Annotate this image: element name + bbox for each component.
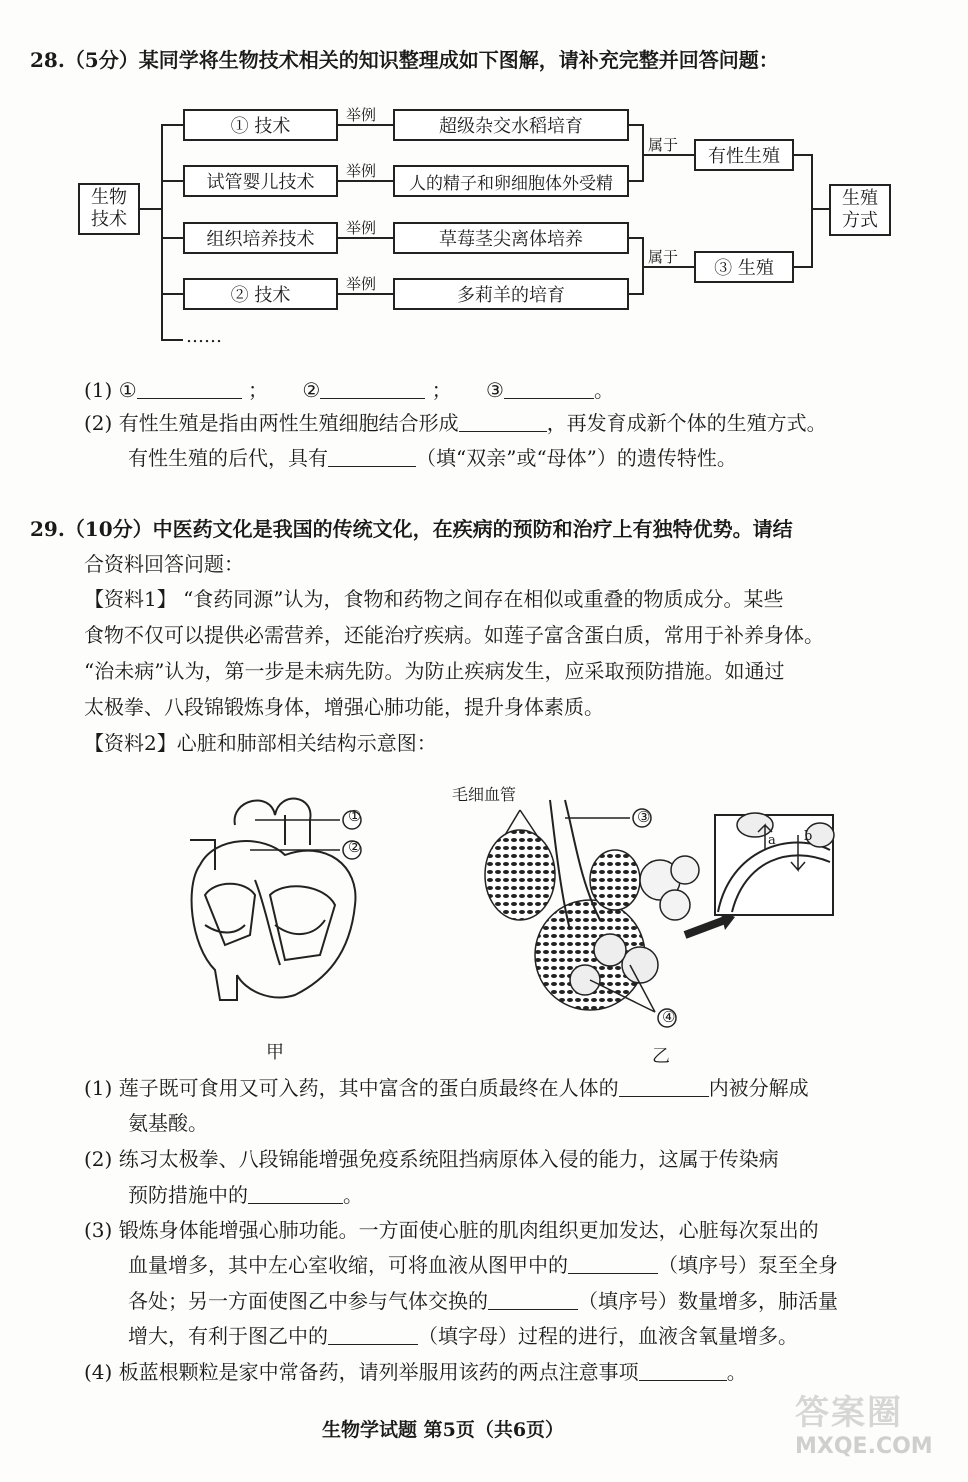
heart-label-1: ① xyxy=(348,807,362,825)
q28-p2a-text: (2) 有性生殖是指由两性生殖细胞结合形成 xyxy=(84,411,459,435)
q29-blank-4[interactable] xyxy=(488,1287,578,1310)
caption-heart: 甲 xyxy=(266,1042,284,1063)
watermark-logo xyxy=(795,1385,955,1475)
page-footer: 生物学试题 第5页（共6页） xyxy=(322,1419,565,1441)
example-box-4: 多莉羊的培育 xyxy=(393,278,629,310)
example-box-1: 超级杂交水稻培育 xyxy=(393,109,629,141)
belong-label-2: 属于 xyxy=(648,248,679,266)
alveoli-diagram xyxy=(470,780,850,1030)
tech-box-1: ① 技术 xyxy=(183,109,338,141)
q28-p1-label-2: ② xyxy=(302,378,321,402)
q28-part2a xyxy=(84,408,827,438)
q28-p1-end: 。 xyxy=(593,378,614,402)
q29-blank-5[interactable] xyxy=(328,1322,418,1345)
q29-a2-line2 xyxy=(128,1180,363,1210)
q28-blank-3[interactable] xyxy=(504,376,594,399)
q29-a4-end: 。 xyxy=(726,1360,747,1384)
example-label-1: 举例 xyxy=(346,106,377,124)
q29-a3-tail-2: （填序号）数量增多，肺活量 xyxy=(578,1289,838,1313)
diagram-ellipsis: …… xyxy=(186,326,222,347)
q29-a3-line4 xyxy=(128,1321,798,1351)
q28-p2a-tail: ，再发育成新个体的生殖方式。 xyxy=(546,411,827,435)
q29-a3-text-3: 增大，有利于图乙中的 xyxy=(128,1324,328,1348)
q29-material1-3: “治未病”认为，第一步是未病先防。为防止疾病发生，应采取预防措施。如通过 xyxy=(84,659,785,683)
caption-lung: 乙 xyxy=(652,1046,670,1067)
heart-label-2: ② xyxy=(348,838,362,856)
process-label-b: b xyxy=(804,829,813,844)
label-capillary: 毛细血管 xyxy=(452,785,517,804)
q29-a3-tail-1: （填序号）泵至全身 xyxy=(658,1253,838,1277)
q28-p2b-tail: （填“双亲”或“母体”）的遗传特性。 xyxy=(416,446,737,470)
q29-a1-line2: 氨基酸。 xyxy=(128,1111,208,1135)
diagram-root: 生物 技术 xyxy=(78,183,140,235)
example-label-2: 举例 xyxy=(346,162,377,180)
q29-a1-tail: 内被分解成 xyxy=(708,1076,809,1100)
belong-label-1: 属于 xyxy=(648,136,679,154)
q28-p1-label-1: (1) ① xyxy=(84,378,137,402)
q28-p1-label-3: ③ xyxy=(486,378,504,402)
q28-part2b xyxy=(128,443,737,473)
q29-a3-line3 xyxy=(128,1286,838,1316)
q28-stem: 28.（5分）某同学将生物技术相关的知识整理成如下图解，请补充完整并回答问题： xyxy=(30,48,779,72)
q28-p2b-text: 有性生殖的后代，具有 xyxy=(128,446,328,470)
q29-blank-3[interactable] xyxy=(568,1251,658,1274)
process-label-a: a xyxy=(768,833,776,848)
q29-a3-tail-3: （填字母）过程的进行，血液含氧量增多。 xyxy=(418,1324,798,1348)
q29-a3-line2 xyxy=(128,1250,838,1280)
q29-blank-1[interactable] xyxy=(619,1074,709,1097)
tech-box-2: 试管婴儿技术 xyxy=(183,165,338,197)
type-box-sexual: 有性生殖 xyxy=(694,139,794,171)
tech-box-4: ② 技术 xyxy=(183,278,338,310)
example-box-3: 草莓茎尖离体培养 xyxy=(393,222,629,254)
tech-box-3: 组织培养技术 xyxy=(183,222,338,254)
lung-label-4: ④ xyxy=(662,1008,676,1026)
example-box-2: 人的精子和卵细胞体外受精 xyxy=(393,165,629,197)
q29-material2: 【资料2】心脏和肺部相关结构示意图： xyxy=(84,731,437,755)
diagram-result: 生殖 方式 xyxy=(829,184,891,236)
q28-blank-1[interactable] xyxy=(137,376,242,399)
example-label-3: 举例 xyxy=(346,219,377,237)
q29-a3-text-2: 各处；另一方面使图乙中参与气体交换的 xyxy=(128,1289,488,1313)
lung-label-3: ③ xyxy=(637,808,651,826)
q29-a1-text: (1) 莲子既可食用又可入药，其中富含的蛋白质最终在人体的 xyxy=(84,1076,619,1100)
q28-blank-2[interactable] xyxy=(320,376,425,399)
q28-blank-4[interactable] xyxy=(459,409,547,432)
q29-stem-1: 29.（10分）中医药文化是我国的传统文化，在疾病的预防和治疗上有独特优势。请结 xyxy=(30,517,793,541)
q29-a2-text: 预防措施中的 xyxy=(128,1183,248,1207)
q29-a4 xyxy=(84,1357,747,1387)
q28-p1-sep-2: ； xyxy=(431,378,452,402)
q29-a3-line1: (3) 锻炼身体能增强心肺功能。一方面使心脏的肌肉组织更加发达，心脏每次泵出的 xyxy=(84,1218,819,1242)
q29-a2-line1: (2) 练习太极拳、八段锦能增强免疫系统阻挡病原体入侵的能力，这属于传染病 xyxy=(84,1147,779,1171)
example-label-4: 举例 xyxy=(346,275,377,293)
q29-stem-2: 合资料回答问题： xyxy=(84,552,244,576)
q29-a4-text: (4) 板蓝根颗粒是家中常备药，请列举服用该药的两点注意事项 xyxy=(84,1360,639,1384)
q28-part1 xyxy=(84,375,614,405)
q29-a3-text-1: 血量增多，其中左心室收缩，可将血液从图甲中的 xyxy=(128,1253,568,1277)
q29-a2-end: 。 xyxy=(343,1183,363,1207)
q29-material1-1: 【资料1】 “食药同源”认为，食物和药物之间存在相似或重叠的物质成分。某些 xyxy=(84,587,784,611)
q29-material1-4: 太极拳、八段锦锻炼身体，增强心肺功能，提升身体素质。 xyxy=(84,695,604,719)
q29-material1-2: 食物不仅可以提供必需营养，还能治疗疾病。如莲子富含蛋白质，常用于补养身体。 xyxy=(84,623,824,647)
q28-blank-5[interactable] xyxy=(328,444,416,467)
watermark-url: MXQE.COM xyxy=(795,1434,933,1459)
type-box-3: ③ 生殖 xyxy=(694,251,794,283)
q29-blank-6[interactable] xyxy=(639,1358,727,1381)
q28-p1-sep-1: ； xyxy=(247,378,268,402)
q29-blank-2[interactable] xyxy=(248,1181,343,1204)
q29-a1-line1 xyxy=(84,1073,809,1103)
watermark-title: 答案圈 xyxy=(795,1393,903,1433)
